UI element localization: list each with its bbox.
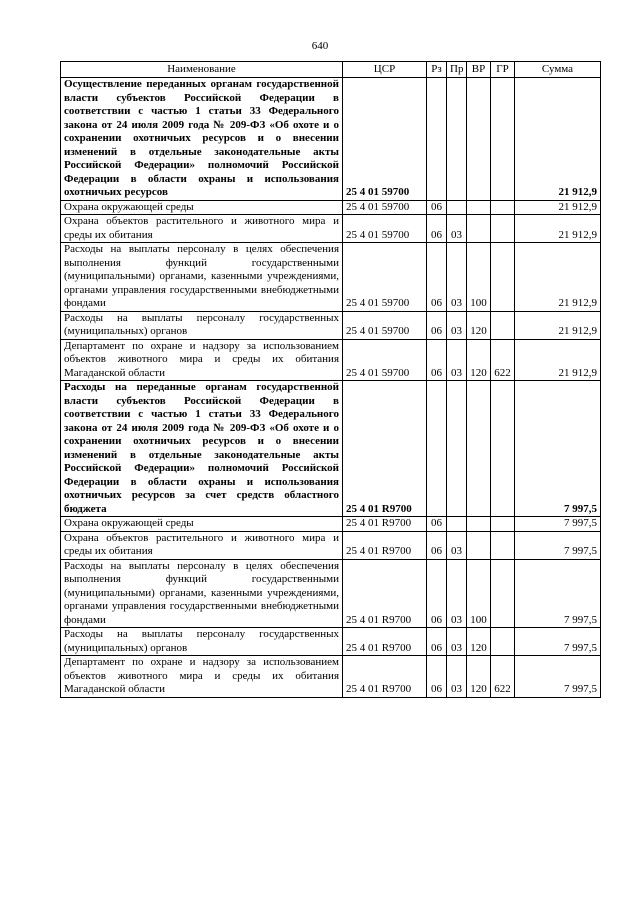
row-pr-cell — [447, 381, 467, 517]
row-vr-cell — [467, 200, 491, 215]
row-gr-cell — [491, 381, 515, 517]
row-gr-cell: 622 — [491, 656, 515, 698]
row-sum-cell: 21 912,9 — [515, 200, 601, 215]
row-vr-cell: 120 — [467, 656, 491, 698]
row-pr-cell — [447, 200, 467, 215]
row-rz-cell: 06 — [427, 311, 447, 339]
row-pr-cell: 03 — [447, 656, 467, 698]
table-header-row — [61, 62, 601, 78]
row-name-cell: Расходы на выплаты персоналу в целях обеспечения выполнения функций государственными (муниципальными) органами, казенными учреждениями, органами управления государственными внебюджетными фондами — [61, 559, 343, 628]
row-rz-cell — [427, 381, 447, 517]
table-row — [61, 531, 601, 559]
row-csr-cell: 25 4 01 59700 — [343, 339, 427, 381]
table-row — [61, 215, 601, 243]
table-row — [61, 381, 601, 517]
row-rz-cell — [427, 78, 447, 201]
row-gr-cell: 622 — [491, 339, 515, 381]
row-name-cell: Расходы на выплаты персоналу государственных (муниципальных) органов — [61, 628, 343, 656]
row-name-cell: Расходы на выплаты персоналу государственных (муниципальных) органов — [61, 311, 343, 339]
row-sum-cell: 7 997,5 — [515, 656, 601, 698]
row-gr-cell — [491, 78, 515, 201]
row-sum-cell: 21 912,9 — [515, 339, 601, 381]
row-name-cell: Охрана окружающей среды — [61, 200, 343, 215]
row-csr-cell: 25 4 01 59700 — [343, 311, 427, 339]
row-sum-cell: 7 997,5 — [515, 531, 601, 559]
row-vr-cell: 120 — [467, 311, 491, 339]
column-header-name: Наименование — [61, 62, 343, 78]
row-gr-cell — [491, 215, 515, 243]
row-pr-cell: 03 — [447, 628, 467, 656]
row-vr-cell — [467, 531, 491, 559]
table-row — [61, 628, 601, 656]
row-vr-cell — [467, 381, 491, 517]
row-sum-cell: 7 997,5 — [515, 381, 601, 517]
row-sum-cell: 7 997,5 — [515, 628, 601, 656]
column-header-rz: Рз — [427, 62, 447, 78]
row-gr-cell — [491, 517, 515, 532]
row-rz-cell: 06 — [427, 517, 447, 532]
table-row — [61, 200, 601, 215]
row-pr-cell — [447, 517, 467, 532]
row-csr-cell: 25 4 01 R9700 — [343, 531, 427, 559]
row-csr-cell: 25 4 01 59700 — [343, 200, 427, 215]
row-vr-cell: 120 — [467, 339, 491, 381]
row-rz-cell: 06 — [427, 200, 447, 215]
row-rz-cell: 06 — [427, 243, 447, 312]
row-vr-cell — [467, 517, 491, 532]
row-name-cell: Расходы на переданные органам государственной власти субъектов Российской Федерации в соответствии с частью 1 статьи 33 Федерального закона от 24 июля 2009 года № 209-ФЗ «Об охоте и о сохранении охотничьих ресурсов и о внесении изменений в отдельные законодательные акты Российской Федерации» полномочий Российской Федерации в области охраны и использования охотничьих ресурсов за счет средств областного бюджета — [61, 381, 343, 517]
row-csr-cell: 25 4 01 R9700 — [343, 559, 427, 628]
row-pr-cell: 03 — [447, 559, 467, 628]
row-sum-cell: 7 997,5 — [515, 517, 601, 532]
row-rz-cell: 06 — [427, 656, 447, 698]
table-row — [61, 311, 601, 339]
row-vr-cell — [467, 215, 491, 243]
column-header-vr: ВР — [467, 62, 491, 78]
row-csr-cell: 25 4 01 59700 — [343, 215, 427, 243]
row-csr-cell: 25 4 01 R9700 — [343, 628, 427, 656]
table-row — [61, 517, 601, 532]
row-gr-cell — [491, 531, 515, 559]
table-row — [61, 339, 601, 381]
row-gr-cell — [491, 243, 515, 312]
row-sum-cell: 7 997,5 — [515, 559, 601, 628]
table-row — [61, 559, 601, 628]
row-rz-cell: 06 — [427, 339, 447, 381]
row-vr-cell: 100 — [467, 559, 491, 628]
row-name-cell: Охрана окружающей среды — [61, 517, 343, 532]
row-name-cell: Расходы на выплаты персоналу в целях обеспечения выполнения функций государственными (муниципальными) органами, казенными учреждениями, органами управления государственными внебюджетными фондами — [61, 243, 343, 312]
row-rz-cell: 06 — [427, 215, 447, 243]
row-name-cell: Департамент по охране и надзору за использованием объектов животного мира и среды их обитания Магаданской области — [61, 339, 343, 381]
table-row — [61, 243, 601, 312]
row-rz-cell: 06 — [427, 559, 447, 628]
row-pr-cell: 03 — [447, 531, 467, 559]
row-name-cell: Охрана объектов растительного и животного мира и среды их обитания — [61, 215, 343, 243]
row-gr-cell — [491, 559, 515, 628]
row-pr-cell — [447, 78, 467, 201]
row-pr-cell: 03 — [447, 243, 467, 312]
row-pr-cell: 03 — [447, 311, 467, 339]
row-gr-cell — [491, 311, 515, 339]
row-gr-cell — [491, 200, 515, 215]
row-vr-cell: 120 — [467, 628, 491, 656]
row-name-cell: Осуществление переданных органам государственной власти субъектов Российской Федерации в соответствии с частью 1 статьи 33 Федерального закона от 24 июля 2009 года № 209-ФЗ «Об охоте и о сохранении охотничьих ресурсов и о внесении изменений в отдельные законодательные акты Российской Федерации» полномочий Российской Федерации в области охраны и использования охотничьих ресурсов — [61, 78, 343, 201]
row-csr-cell: 25 4 01 59700 — [343, 243, 427, 312]
column-header-csr: ЦСР — [343, 62, 427, 78]
row-gr-cell — [491, 628, 515, 656]
page-number: 640 — [311, 40, 329, 52]
row-name-cell: Охрана объектов растительного и животного мира и среды их обитания — [61, 531, 343, 559]
column-header-pr: Пр — [447, 62, 467, 78]
row-csr-cell: 25 4 01 R9700 — [343, 656, 427, 698]
row-csr-cell: 25 4 01 59700 — [343, 78, 427, 201]
row-vr-cell: 100 — [467, 243, 491, 312]
row-rz-cell: 06 — [427, 628, 447, 656]
row-sum-cell: 21 912,9 — [515, 215, 601, 243]
row-vr-cell — [467, 78, 491, 201]
row-csr-cell: 25 4 01 R9700 — [343, 517, 427, 532]
column-header-gr: ГР — [491, 62, 515, 78]
row-sum-cell: 21 912,9 — [515, 243, 601, 312]
table-row — [61, 78, 601, 201]
budget-table — [60, 61, 601, 698]
row-pr-cell: 03 — [447, 215, 467, 243]
table-row — [61, 656, 601, 698]
row-rz-cell: 06 — [427, 531, 447, 559]
row-name-cell: Департамент по охране и надзору за использованием объектов животного мира и среды их обитания Магаданской области — [61, 656, 343, 698]
column-header-sum: Сумма — [515, 62, 601, 78]
row-pr-cell: 03 — [447, 339, 467, 381]
row-sum-cell: 21 912,9 — [515, 311, 601, 339]
row-sum-cell: 21 912,9 — [515, 78, 601, 201]
row-csr-cell: 25 4 01 R9700 — [343, 381, 427, 517]
table-body — [61, 78, 601, 698]
